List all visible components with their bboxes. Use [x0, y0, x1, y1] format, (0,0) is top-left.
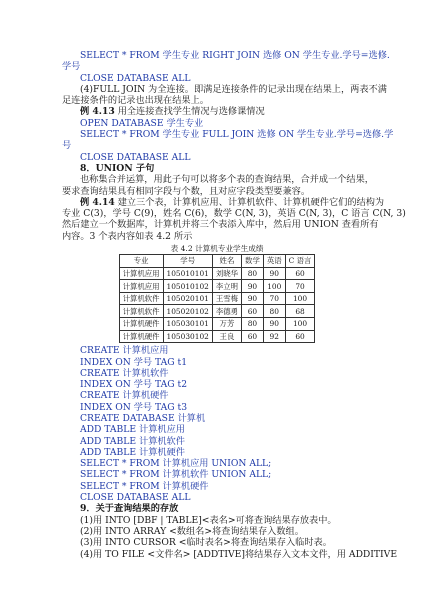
table-row: [119, 305, 315, 318]
full-join-paragraph: (4)FULL JOIN 为全连接。即满足连接条件的记录出现在结果上，两表不满: [80, 83, 387, 95]
code-line: INDEX ON 学号 TAG t1: [80, 356, 188, 368]
example-4-14-label: 例 4.14: [80, 196, 115, 208]
code-line: ADD TABLE 计算机软件: [80, 435, 185, 447]
full-join-paragraph-cont: 足连接条件的记录也出现在结果上。: [62, 95, 209, 107]
table-cell: 92: [263, 330, 285, 343]
code-line: ADD TABLE 计算机硬件: [80, 446, 185, 458]
section-9-heading: 9．关于查询结果的存放: [80, 503, 179, 515]
table-cell: 李德勇: [212, 305, 241, 318]
code-line: ADD TABLE 计算机应用: [80, 424, 185, 436]
storage-item: (3)用 INTO CURSOR <临时表名>将查询结果存入临时表。: [80, 537, 332, 549]
code-line: SELECT * FROM 计算机软件 UNION ALL;: [80, 469, 272, 481]
table-cell: 计算机硬件: [119, 318, 163, 331]
table-cell: 计算机软件: [119, 305, 163, 318]
table-cell: 计算机软件: [119, 292, 163, 305]
sql-full-join-line-cont: 号: [62, 140, 72, 152]
storage-item: (4)用 TO FILE <文件名> [ADDTIVE]将结果存入文本文件，用 ADDITIVE: [80, 548, 398, 560]
example-4-13-label: 例 4.13: [80, 106, 115, 118]
storage-item: (1)用 INTO [DBF | TABLE]<表名>可将查询结果存放表中。: [80, 514, 337, 526]
table-cell: 计算机应用: [119, 280, 163, 293]
sql-open-database: OPEN DATABASE 学生专业: [80, 117, 204, 129]
table-row: [119, 330, 315, 343]
table-header-cell: C 语言: [285, 255, 315, 268]
table-cell: 70: [263, 292, 285, 305]
code-line: SELECT * FROM 计算机硬件: [80, 480, 209, 492]
table-cell: 70: [285, 280, 315, 293]
table-cell: 90: [242, 292, 264, 305]
table-row: [119, 280, 315, 293]
code-line: CREATE DATABASE 计算机: [80, 412, 206, 424]
table-cell: 100: [285, 292, 315, 305]
table-cell: 80: [242, 267, 264, 280]
table-cell: 60: [242, 330, 264, 343]
table-cell: 60: [285, 330, 315, 343]
table-cell: 李立明: [212, 280, 241, 293]
table-header-cell: 姓名: [212, 255, 241, 268]
table-cell: 万芳: [212, 318, 241, 331]
table-cell: 计算机硬件: [119, 330, 163, 343]
code-line: CLOSE DATABASE ALL: [80, 492, 191, 504]
table-cell: 100: [285, 318, 315, 331]
table-cell: 60: [242, 305, 264, 318]
table-cell: 105020102: [163, 305, 212, 318]
table-row: [119, 318, 315, 331]
code-line: INDEX ON 学号 TAG t3: [80, 401, 188, 413]
table-row: [119, 267, 315, 280]
sql-close-database: CLOSE DATABASE ALL: [80, 72, 191, 84]
table-cell: 90: [242, 280, 264, 293]
example-4-14-text-4: 内容。3 个表内容如表 4.2 所示: [62, 230, 193, 242]
table-caption: 表 4.2 计算机专业学生成绩: [170, 244, 264, 254]
table-cell: 王雪梅: [212, 292, 241, 305]
code-line: SELECT * FROM 计算机应用 UNION ALL;: [80, 458, 272, 470]
table-cell: 105030101: [163, 318, 212, 331]
table-cell: 105030102: [163, 330, 212, 343]
table-cell: 100: [263, 280, 285, 293]
table-header-cell: 英语: [263, 255, 285, 268]
table-cell: 计算机应用: [119, 267, 163, 280]
example-4-14: [62, 196, 385, 208]
table-header-row: [119, 255, 315, 268]
union-paragraph-cont: 要求查询结果具有相同字段与个数，且对应字段类型要兼容。: [62, 185, 311, 197]
storage-item: (2)用 INTO ARRAY <数组名>将查询结果存入数组。: [80, 525, 304, 537]
table-cell: 90: [263, 318, 285, 331]
example-4-14-text-2: 专业 C(3)，学号 C(9)，姓名 C(6)，数学 C(N, 3)，英语 C(N, 3)，C 语言 C(N, 3): [62, 208, 406, 220]
table-cell: 刘晓华: [212, 267, 241, 280]
table-cell: 王良: [212, 330, 241, 343]
section-8-heading: 8．UNION 子句: [80, 162, 155, 174]
table-header-cell: 学号: [163, 255, 212, 268]
example-4-14-text-3: 然后建立一个数据库，计算机并将三个表添入库中，然后用 UNION 查看所有: [62, 219, 379, 231]
example-4-13-text: 用全连接查找学生情况与选修课情况: [117, 106, 265, 118]
score-table: [119, 254, 316, 343]
code-line: CREATE 计算机应用: [80, 345, 169, 357]
sql-right-join-line-cont: 学号: [62, 61, 81, 73]
sql-full-join-line: SELECT * FROM 学生专业 FULL JOIN 选修 ON 学生专业.学号=选修.学: [80, 129, 394, 141]
sql-close-database: CLOSE DATABASE ALL: [80, 151, 191, 163]
table-cell: 105010101: [163, 267, 212, 280]
code-line: CREATE 计算机硬件: [80, 390, 169, 402]
code-line: CREATE 计算机软件: [80, 367, 169, 379]
table-cell: 80: [242, 318, 264, 331]
table-header-cell: 专业: [119, 255, 163, 268]
table-cell: 68: [285, 305, 315, 318]
table-cell: 105010102: [163, 280, 212, 293]
document-page: [62, 50, 406, 560]
table-header-cell: 数学: [242, 255, 264, 268]
table-cell: 90: [263, 267, 285, 280]
table-cell: 60: [285, 267, 315, 280]
union-paragraph: 也称集合并运算，用此子句可以将多个表的查询结果，合并成一个结果，: [80, 174, 374, 186]
sql-right-join-line: SELECT * FROM 学生专业 RIGHT JOIN 选修 ON 学生专业.学号=选修.: [80, 50, 390, 61]
table-row: [119, 292, 315, 305]
example-4-13: [62, 106, 372, 117]
example-4-14-text: 建立三个表，计算机应用、计算机软件、计算机硬件它们的结构为: [117, 196, 385, 208]
table-cell: 80: [263, 305, 285, 318]
code-line: INDEX ON 学号 TAG t2: [80, 379, 188, 391]
table-cell: 105020101: [163, 292, 212, 305]
